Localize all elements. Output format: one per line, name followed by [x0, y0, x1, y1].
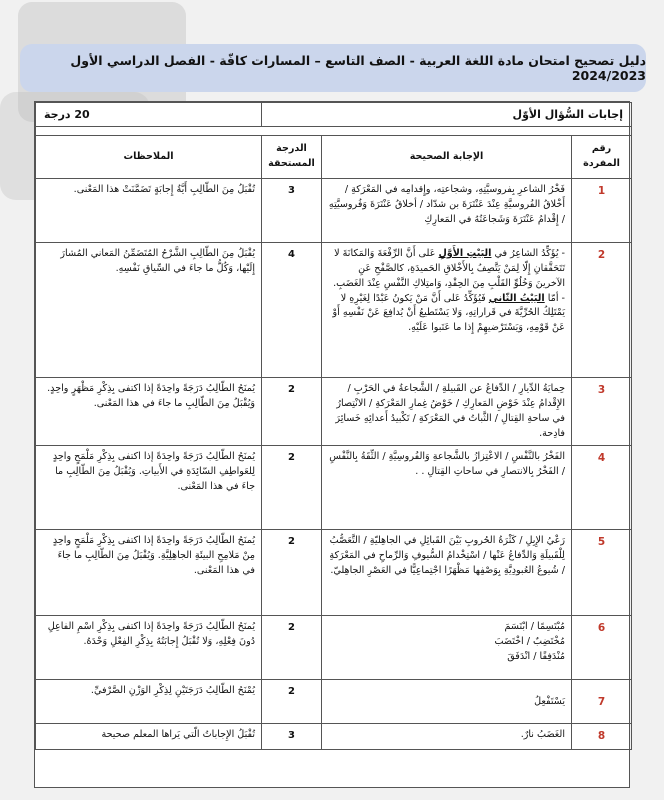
- row-degree: 2: [262, 616, 322, 680]
- row-degree: 2: [262, 530, 322, 616]
- table-row: [36, 179, 632, 243]
- row-answer: [322, 243, 572, 378]
- row-number: 3: [572, 378, 632, 446]
- exam-title-banner: [20, 44, 646, 92]
- table-row: [36, 378, 632, 446]
- column-header-row: [36, 136, 632, 179]
- row-degree: 4: [262, 243, 322, 378]
- row-number: 6: [572, 616, 632, 680]
- answer-key-sheet: [34, 101, 630, 788]
- table-row: [36, 530, 632, 616]
- row-degree: 2: [262, 680, 322, 724]
- table-row: [36, 243, 632, 378]
- spacer-row: [36, 127, 632, 136]
- row-degree: 2: [262, 378, 322, 446]
- col-num-header: رقم المفردة: [572, 136, 632, 179]
- section-score: 20 درجة: [36, 103, 262, 127]
- answer-line: مُنْدَفِقًا / انْدَفَقَ: [507, 651, 565, 663]
- row-answer: يَسْتَفْعِلُ: [322, 680, 572, 724]
- table-row: [36, 680, 632, 724]
- row-answer: فَخْرُ الشاعرِ بِفروسيَّتِهِ، وشجاعتِه، وإِقدامِه في المَعْرَكةِ / أَخْلاقُ الفُروسيَّةِ عِنْدَ عَنْتَرَةَ بن شدّاد / أخلاقُ عَنْتَرَةَ وَفُروسيَّتِهِ / إِقْدامُ عَنْتَرَةَ وَشَجاعَتُهُ في المَعارِكِ: [322, 179, 572, 243]
- row-answer: حِمايَةُ الدِّيارِ / الدِّفاعُ عن القَبيلةِ / الشَّجاعةُ في الحَرْبِ / الإِقْدامُ عِنْدَ خَوْضِ المَعارِكِ / خَوْضُ غِمارِ المَعْرَكةِ / الانْتِصارُ في ساحةِ القِتالِ / الثَّباتُ في المَعْرَكةِ / تَكْبيدُ أَعدائِهِ خَسائِرَ فادِحة.: [322, 378, 572, 446]
- row-answer: الغَضَبُ نارٌ.: [322, 724, 572, 749]
- row-notes: يُمنَحُ الطّالِبُ دَرَجَةً واحِدَةً إذا اكتفى بِذِكْرِ اسْمِ الفاعِلِ دُونَ فِعْلِهِ، وَلا تُقْبَلُ إِجابَتُهُ بِذِكْرِ الفِعْلِ وَحْدَهُ.: [36, 616, 262, 680]
- row-degree: 3: [262, 724, 322, 749]
- row-notes: تُقْبَلُ الإِجاباتُ الّتي يَراها المعلم صحيحة: [36, 724, 262, 749]
- answer-part-a-key: البَيْتِ الأَوَّلِ: [438, 248, 492, 260]
- row-degree: 2: [262, 446, 322, 530]
- row-notes: تُقْبَلُ مِنَ الطّالِبِ أَيَّةُ إِجابَةٍ تَضَمَّنَتْ هذا المَعْنى.: [36, 179, 262, 243]
- row-notes: يُقْبَلُ مِنَ الطّالِبِ الشَّرْحُ المُتَضَمِّنُ المَعاني المُشارَ إِلَيْها، وَكُلُّ ما جاءَ في السِّياقِ نَفْسِهِ.: [36, 243, 262, 378]
- section-header-row: [36, 103, 632, 127]
- row-number: 4: [572, 446, 632, 530]
- answer-part-a-lead: - يُؤَكِّدُ الشاعِرُ في: [491, 248, 565, 260]
- row-notes: يُمنَحُ الطّالِبُ دَرَجَةً واحِدَةً إذا اكتفى بِذِكْرِ مَلْمَحٍ واحِدٍ مِنْ مَلامِحِ البيئَةِ الجاهِلِيَّةِ. وَيُقْبَلُ مِنَ الطّالِبِ ما جاءَ في هذا المَعْنى.: [36, 530, 262, 616]
- col-answer-header: الإجابة الصحيحة: [322, 136, 572, 179]
- answer-line: مُخْتَضِبٌ / اخْتَضَبَ: [494, 636, 565, 648]
- row-notes: يُمْنَحُ الطّالِبُ دَرَجَتَيْنِ لِذِكْرِ الوَزْنِ الصَّرْفيِّ.: [36, 680, 262, 724]
- table-row: [36, 616, 632, 680]
- table-row: [36, 446, 632, 530]
- answer-key-table: [35, 102, 632, 750]
- col-degree-header: الدرجة المستحقة: [262, 136, 322, 179]
- table-row: [36, 724, 632, 749]
- row-notes: يُمنَحُ الطّالِبُ دَرَجَةً واحِدَةً إذا اكتفى بِذِكْرِ مَظْهَرٍ واحِدٍ. وَيُقْبَلُ مِنَ الطّالِبِ ما جاءَ في هذا المَعْنى.: [36, 378, 262, 446]
- row-answer: رَعْيُ الإِبِلِ / كَثْرَةُ الحُروبِ بَيْنَ القَبائِلِ في الجاهِليّةِ / التَّعَصُّبُ لِلْقَبيلَةِ وَالدِّفاعُ عَنْها / اسْتِخْدامُ السُّيوفِ وَالرِّماحِ في المَعْرَكةِ / شُيوعُ العُبودِيَّةِ بِوَصْفِها مَظْهَرًا اجْتِماعِيًّا في العَصْرِ الجاهِليّ.: [322, 530, 572, 616]
- row-degree: 3: [262, 179, 322, 243]
- row-number: 5: [572, 530, 632, 616]
- answer-part-b-lead: - أمّا: [544, 292, 565, 304]
- row-number: 7: [572, 680, 632, 724]
- row-answer: [322, 616, 572, 680]
- answer-part-a-rest: عَلى أَنَّ الرِّفْعَةَ وَالمَكانَةَ لا تَتَحَقَّقانِ إِلّا لِمَنْ يَتَّصِفُ بِالأَخْلاقِ الحَميدَةِ، كالصَّفْحِ عَنِ الآخرينَ وَخُلُوِّ القَلْبِ مِنَ الحِقْدِ، وَامتِلاكِ النَّفْسِ عِنْدَ الغَضَبِ.: [333, 248, 565, 289]
- col-notes-header: الملاحظات: [36, 136, 262, 179]
- section-title: إجابات السُّؤال الأوّل: [262, 103, 632, 127]
- row-number: 1: [572, 179, 632, 243]
- answer-line: مُبْتَسِمًا / ابْتَسَمَ: [504, 621, 565, 633]
- row-number: 8: [572, 724, 632, 749]
- row-notes: يُمنَحُ الطّالِبُ دَرَجَةً واحِدَةً إذا اكتفى بِذِكْرِ مَلْمَحٍ واحِدٍ لِلعَواطِفِ السّائِدَةِ في الأَبياتِ. وَيُقْبَلُ مِنَ الطّالِبِ ما جاءَ في هذا المَعْنى.: [36, 446, 262, 530]
- answer-part-b-rest: فَيُؤَكِّدُ عَلى أَنَّ مَنْ يَكونُ عَبْدًا لِغَيْرِهِ لا يَمْتَلِكُ الحُرِّيَّةَ في قَراراتِهِ، وَلا يَسْتَطيعُ أَنْ يُدافِعَ عَنْ نَفْسِهِ أَوْ عَنْ قَوْمِهِ، وَيَسْتَرْضيهِمْ إِذا ما عَتَبوا عَلَيْهِ.: [332, 292, 565, 334]
- exam-title: دليل تصحيح امتحان مادة اللغة العربية - الصف التاسع – المسارات كافّة - الفصل الدراسي الأول 2024/2023: [70, 53, 646, 83]
- row-answer: الفَخْرُ بالنَّفْسِ / الاعْتِزازُ بالشَّجاعةِ وَالفُروسِيَّةِ / الثِّقَةُ بِالنَّفْسِ / الفَخْرُ بِالانتصارِ في ساحاتِ القِتالِ . .: [322, 446, 572, 530]
- answer-part-b-key: البَيْتُ الثّاني: [488, 292, 545, 304]
- row-number: 2: [572, 243, 632, 378]
